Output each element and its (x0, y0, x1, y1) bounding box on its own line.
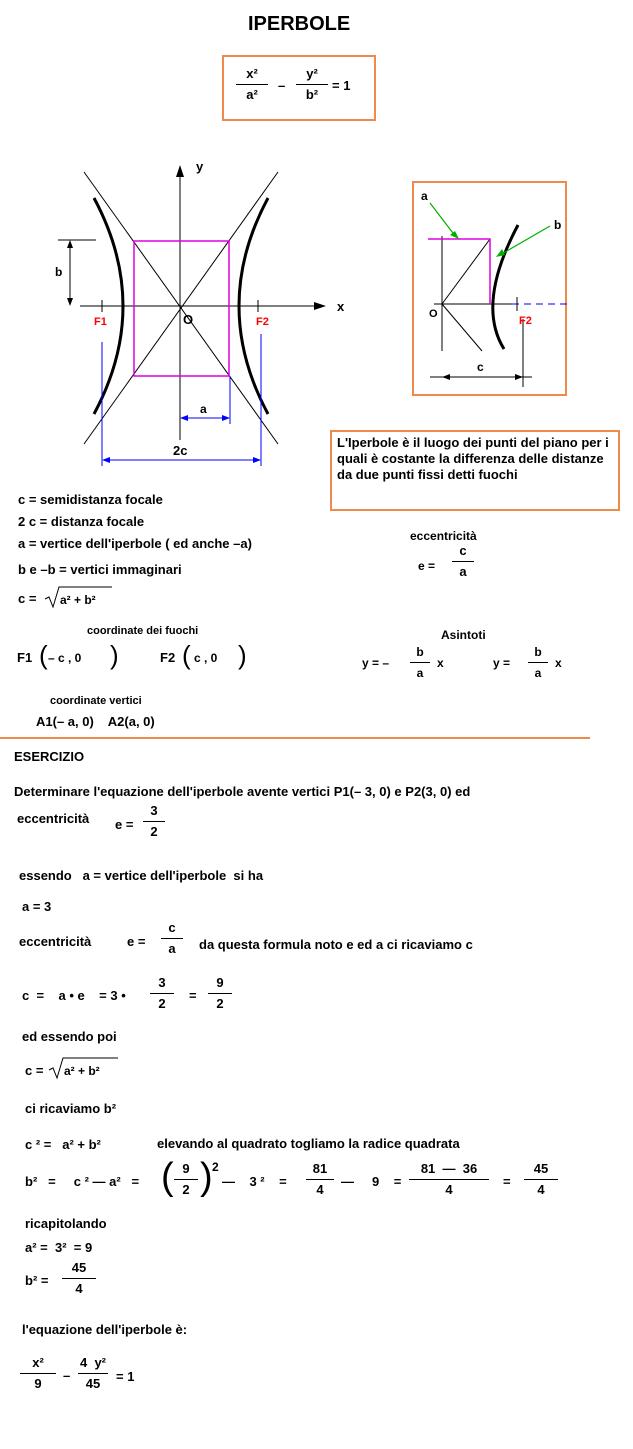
definition-text: L'Iperbole è il luogo dei punti del piano per i quali è costante la differenza delle distanze da due punti fissi detti fuochi (337, 435, 609, 482)
f1-name: F1 (17, 650, 33, 665)
asymptotes-label: Asintoti (441, 628, 486, 642)
step-b2-open-paren: ( (161, 1156, 174, 1198)
step-b2-frac4: 45 4 (524, 1161, 558, 1198)
2c-label: 2c (173, 443, 188, 458)
eq-rhs: = 1 (332, 78, 351, 93)
step-ecc-lhs: e = (127, 934, 146, 949)
step-a-value: a = 3 (22, 899, 52, 914)
eq-minus: – (278, 78, 286, 93)
x-axis-arrow (314, 302, 326, 310)
eq-y-fraction: y² b² (296, 66, 328, 103)
asym-right-fraction: b a (528, 644, 548, 681)
f1-value: – c , 0 (48, 651, 82, 665)
y-label: y (196, 159, 204, 174)
step-b2-lhs: b² = c ² — a² = (25, 1174, 140, 1189)
section-divider (0, 737, 590, 739)
step-ecc-text: da questa formula noto e ed a ci ricaviamo c (199, 937, 473, 952)
detail-c-label: c (477, 360, 484, 374)
step-ricapitolando: ricapitolando (25, 1216, 107, 1231)
f2-label: F2 (256, 316, 269, 328)
step-ecc-label: eccentricità (19, 934, 92, 949)
ecc-label: eccentricità (410, 529, 477, 543)
x-label: x (337, 299, 345, 314)
note-c-radicand: a² + b² (60, 593, 96, 607)
note-c-formula: c = (18, 591, 37, 606)
f1-close-paren: ) (110, 640, 119, 670)
step-c-calc: c = a • e = 3 • (22, 988, 126, 1003)
page-title: IPERBOLE (248, 13, 351, 35)
exercise-ecc-lhs: e = (115, 817, 134, 832)
detail-origin-label: O (429, 308, 438, 320)
asym-right-lhs: y = (493, 656, 511, 670)
f1-open-paren: ( (39, 640, 48, 670)
asym-left-fraction: b a (410, 644, 430, 681)
step-b2-frac3: 81 — 36 4 (409, 1161, 489, 1198)
detail-a-label: a (421, 189, 428, 203)
b-label: b (55, 265, 63, 279)
foci-label: coordinate dei fuochi (87, 625, 199, 637)
f1-label: F1 (94, 316, 107, 328)
note-c: c = semidistanza focale (18, 492, 163, 507)
step-c-frac2: 9 2 (208, 975, 232, 1012)
f2-close-paren: ) (238, 640, 247, 670)
final-rhs: = 1 (116, 1369, 135, 1384)
step-c2: c ² = a² + b² (25, 1137, 101, 1152)
step-b2-square: 2 (212, 1160, 219, 1174)
asym-right-x: x (555, 656, 562, 670)
exercise-ecc-fraction: 3 2 (143, 803, 165, 840)
step-c-frac1: 3 2 (150, 975, 174, 1012)
asym-left-x: x (437, 656, 444, 670)
final-minus: – (63, 1368, 71, 1383)
step-b2-close-paren: ) (200, 1156, 213, 1198)
step-c-sqrt-lhs: c = (25, 1063, 44, 1078)
step-a2: a² = 3² = 9 (25, 1240, 93, 1255)
step-c2-text: elevando al quadrato togliamo la radice quadrata (157, 1136, 460, 1151)
ecc-lhs: e = (418, 559, 436, 573)
exercise-ecc-label: eccentricità (17, 811, 90, 826)
final-equation-label: l'equazione dell'iperbole è: (22, 1322, 188, 1337)
y-axis-arrow (176, 165, 184, 177)
step-c-sqrt-radicand: a² + b² (64, 1064, 100, 1078)
f2-value: c , 0 (194, 651, 218, 665)
exercise-heading: ESERCIZIO (14, 749, 85, 764)
note-b: b e –b = vertici immaginari (18, 562, 182, 577)
final-y-fraction: 4 y² 45 (79, 1355, 106, 1391)
f2-open-paren: ( (182, 640, 191, 670)
vertices-label: coordinate vertici (50, 695, 142, 707)
ecc-fraction: c a (452, 543, 474, 580)
asym-left-lhs: y = – (362, 656, 390, 670)
step-b2-frac2: 81 4 (306, 1161, 334, 1198)
step-c-eq: = (189, 988, 197, 1003)
step-ecc-fraction: c a (161, 920, 183, 957)
detail-diagram (412, 181, 602, 396)
vertices-value: A1(– a, 0) A2(a, 0) (36, 714, 155, 729)
exercise-statement: Determinare l'equazione dell'iperbole avente vertici P1(– 3, 0) e P2(3, 0) ed (14, 784, 471, 799)
step-b2-frac1: 9 2 (174, 1161, 198, 1198)
detail-b-label: b (554, 218, 562, 232)
step-essendo: essendo a = vertice dell'iperbole si ha (19, 868, 264, 883)
step-b2-result-lhs: b² = (25, 1273, 49, 1288)
origin-label: O (183, 312, 194, 327)
detail-f2-label: F2 (519, 315, 532, 327)
step-ricaviamo: ci ricaviamo b² (25, 1101, 117, 1116)
step-b2-result-fraction: 45 4 (62, 1260, 96, 1297)
final-x-fraction: x² 9 (20, 1355, 56, 1392)
definition-box (330, 430, 620, 511)
f2-name: F2 (160, 650, 176, 665)
step-b2-mid2: — 9 = (341, 1174, 402, 1189)
step-b2-eq: = (503, 1174, 511, 1189)
eq-x-fraction: x² a² (236, 66, 268, 103)
step-ed-essendo: ed essendo poi (22, 1029, 117, 1044)
note-a: a = vertice dell'iperbole ( ed anche –a) (18, 536, 252, 551)
step-b2-mid: — 3 ² = (222, 1174, 287, 1189)
note-2c: 2 c = distanza focale (18, 514, 145, 529)
a-label: a (200, 402, 207, 416)
